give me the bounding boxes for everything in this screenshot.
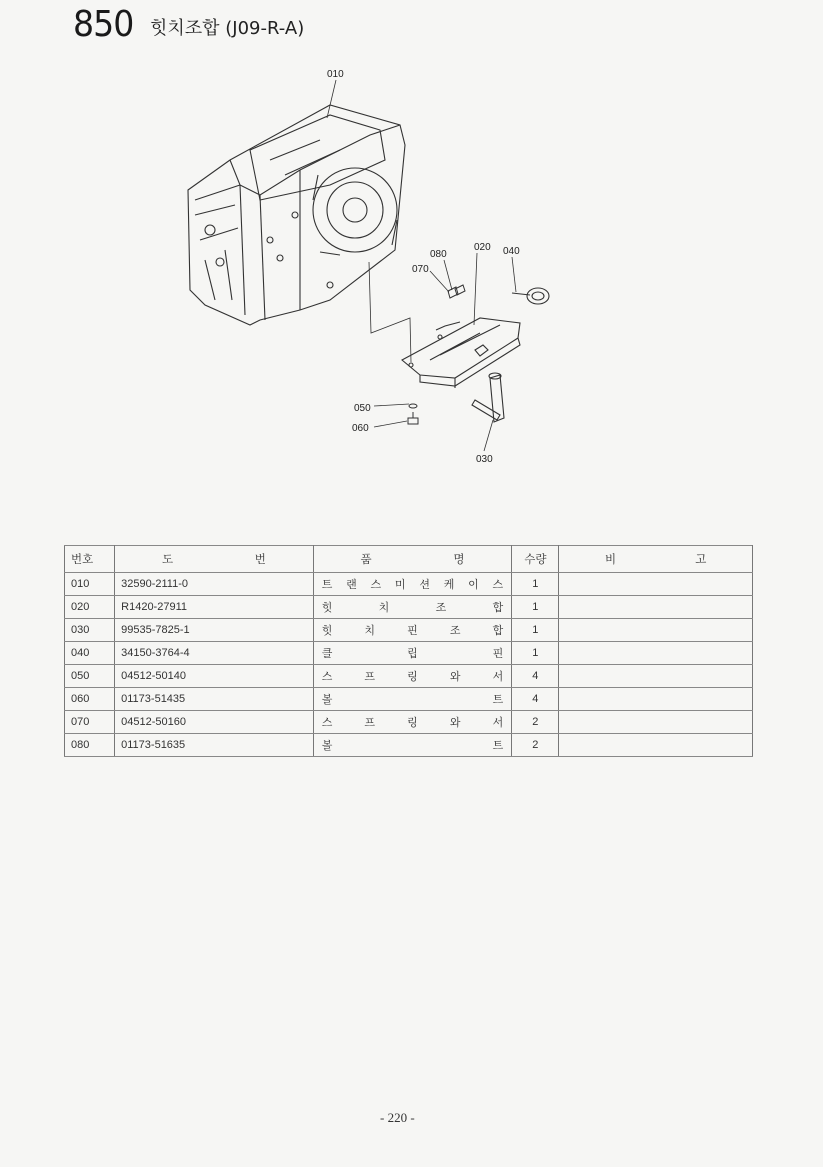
part-name-char: 미 <box>394 579 406 591</box>
cell-quantity: 1 <box>512 596 559 619</box>
section-title: 힛치조합 (J09-R-A) <box>150 18 305 39</box>
cell-part-number: 04512-50140 <box>115 665 314 688</box>
exploded-parts-diagram <box>170 60 570 480</box>
cell-part-name <box>313 619 512 642</box>
page-number: - 220 - <box>380 1110 415 1125</box>
cell-part-number: R1420-27911 <box>115 596 314 619</box>
cell-remarks <box>559 711 753 734</box>
cell-part-number: 32590-2111-0 <box>115 573 314 596</box>
part-name-char: 링 <box>407 717 418 729</box>
part-name-char: 합 <box>492 602 504 614</box>
part-name-char: 션 <box>419 579 430 591</box>
cell-quantity: 1 <box>512 619 559 642</box>
part-name-char: 트 <box>492 694 504 706</box>
part-name-chars <box>320 691 506 707</box>
part-name-char: 조 <box>449 625 461 637</box>
callout-label: 050 <box>354 403 371 414</box>
cell-part-name <box>313 573 512 596</box>
parts-table-body <box>65 573 753 757</box>
cell-item-no: 080 <box>65 734 115 757</box>
table-row <box>65 665 753 688</box>
cell-quantity: 4 <box>512 688 559 711</box>
cell-quantity: 2 <box>512 734 559 757</box>
cell-quantity: 2 <box>512 711 559 734</box>
cell-part-name <box>313 596 512 619</box>
header-char: 비 <box>604 554 617 566</box>
diagram-callouts <box>327 69 520 465</box>
part-name-chars <box>320 714 506 730</box>
cell-part-number: 99535-7825-1 <box>115 619 314 642</box>
part-name-char: 힛 <box>321 625 333 637</box>
table-header-row <box>65 546 753 573</box>
header-char: 명 <box>453 554 465 566</box>
col-header-name <box>313 546 512 573</box>
col-header-part-number <box>115 546 314 573</box>
part-name-char: 스 <box>370 579 382 591</box>
table-row <box>65 596 753 619</box>
callout-label: 030 <box>476 454 493 465</box>
transmission-case-drawing <box>188 105 405 325</box>
cell-part-number: 01173-51635 <box>115 734 314 757</box>
cell-remarks <box>559 642 753 665</box>
cell-item-no: 070 <box>65 711 115 734</box>
part-name-char: 프 <box>364 717 376 729</box>
part-name-chars <box>320 599 506 615</box>
header-char: 고 <box>695 554 707 566</box>
part-name-char: 케 <box>443 579 455 591</box>
part-name-char: 스 <box>321 671 333 683</box>
part-name-char: 합 <box>492 625 504 637</box>
cell-part-name <box>313 642 512 665</box>
part-name-char: 립 <box>407 648 418 660</box>
table-row <box>65 734 753 757</box>
table-row <box>65 711 753 734</box>
cell-remarks <box>559 596 753 619</box>
cell-remarks <box>559 619 753 642</box>
col-header-no: 번호 <box>65 546 115 573</box>
cell-part-name <box>313 711 512 734</box>
part-name-char: 치 <box>364 625 376 637</box>
cell-remarks <box>559 665 753 688</box>
cell-item-no: 060 <box>65 688 115 711</box>
cell-quantity: 4 <box>512 665 559 688</box>
table-row <box>65 688 753 711</box>
part-name-char: 볼 <box>321 694 333 706</box>
col-header-qty: 수량 <box>512 546 559 573</box>
cell-quantity: 1 <box>512 642 559 665</box>
table-row <box>65 642 753 665</box>
cell-item-no: 040 <box>65 642 115 665</box>
cell-part-number: 01173-51435 <box>115 688 314 711</box>
part-name-char: 조 <box>435 602 447 614</box>
part-name-char: 클 <box>321 648 333 660</box>
cell-part-name <box>313 688 512 711</box>
part-name-char: 볼 <box>321 740 333 752</box>
col-header-remarks <box>559 546 753 573</box>
hitch-pin-drawing <box>472 373 504 422</box>
parts-list-table <box>64 545 753 757</box>
cell-remarks <box>559 688 753 711</box>
cell-part-name <box>313 734 512 757</box>
section-number: 850 <box>73 4 134 45</box>
header-char: 도 <box>161 554 174 566</box>
cell-item-no: 020 <box>65 596 115 619</box>
part-name-chars <box>320 668 506 684</box>
part-name-chars <box>320 622 506 638</box>
part-name-char: 핀 <box>407 625 418 637</box>
part-name-char: 트 <box>492 740 504 752</box>
cell-item-no: 050 <box>65 665 115 688</box>
part-name-char: 핀 <box>492 648 504 660</box>
callout-label: 070 <box>412 264 429 275</box>
part-name-chars <box>320 576 506 592</box>
callout-label: 060 <box>352 423 369 434</box>
cell-part-name <box>313 665 512 688</box>
part-name-char: 프 <box>364 671 376 683</box>
header-char: 번 <box>254 554 266 566</box>
part-name-char: 와 <box>449 717 461 729</box>
table-row <box>65 619 753 642</box>
part-name-char: 트 <box>321 579 333 591</box>
part-name-char: 스 <box>492 579 504 591</box>
callout-label: 040 <box>503 246 520 257</box>
cell-remarks <box>559 734 753 757</box>
cell-part-number: 34150-3764-4 <box>115 642 314 665</box>
cell-part-number: 04512-50160 <box>115 711 314 734</box>
part-name-char: 이 <box>468 579 479 591</box>
header-char: 품 <box>360 554 372 566</box>
part-name-chars <box>320 645 506 661</box>
cell-item-no: 030 <box>65 619 115 642</box>
part-name-char: 스 <box>321 717 333 729</box>
hitch-plate-drawing <box>402 318 520 388</box>
part-name-char: 서 <box>492 671 504 683</box>
part-name-char: 서 <box>492 717 504 729</box>
part-name-char: 힛 <box>321 602 333 614</box>
cell-quantity: 1 <box>512 573 559 596</box>
cell-item-no: 010 <box>65 573 115 596</box>
cell-remarks <box>559 573 753 596</box>
part-name-char: 치 <box>378 602 390 614</box>
clip-pin-drawing <box>512 288 549 304</box>
part-name-char: 랜 <box>346 579 357 591</box>
part-name-char: 와 <box>449 671 461 683</box>
callout-label: 020 <box>474 242 491 253</box>
part-name-char: 링 <box>407 671 418 683</box>
callout-label: 010 <box>327 69 344 80</box>
part-name-chars <box>320 737 506 753</box>
callout-label: 080 <box>430 249 447 260</box>
table-row <box>65 573 753 596</box>
fasteners-drawing <box>408 285 465 424</box>
